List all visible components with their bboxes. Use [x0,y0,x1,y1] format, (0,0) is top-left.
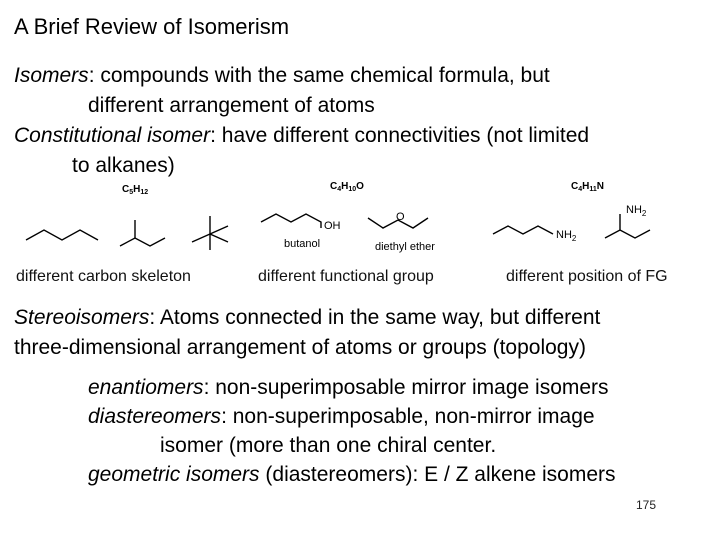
n-pentane-structure [26,230,98,240]
butanol-structure [261,214,321,228]
isomers-definition-text: : compounds with the same chemical formula, but [88,64,550,87]
slide-title: A Brief Review of Isomerism [14,14,290,39]
geometric-isomers-definition: geometric isomers (diastereomers): E / Z alkene isomers [88,463,616,486]
page-number: 175 [636,498,657,512]
formula-c4h10o: $C_4H_{10}O$ [330,181,364,193]
diethyl-ether-label: diethyl ether [375,241,435,253]
stereoisomers-term: Stereoisomers [14,306,150,329]
diastereomers-term: diastereomers [88,405,222,428]
stereoisomers-definition-line2: three-dimensional arrangement of atoms or groups (topology) [14,336,586,359]
constitutional-term: Constitutional isomer [14,124,211,147]
isopentane-chain [120,238,165,246]
stereoisomers-definition-text: : Atoms connected in the same way, but different [149,306,601,329]
diastereomers-definition-line2: isomer (more than one chiral center. [160,434,497,457]
neopentane-bond [192,234,210,242]
constitutional-definition-line2: to alkanes) [72,154,175,177]
isomers-definition-line2: different arrangement of atoms [88,94,375,117]
enantiomers-definition: enantiomers: non-superimposable mirror image isomers [88,376,609,399]
constitutional-definition-text: : have different connectivities (not limited [210,124,590,147]
neopentane-bond [210,234,228,242]
diastereomers-definition: diastereomers: non-superimposable, non-mirror image [88,405,595,428]
formula-c4h11n: $C_4H_{11}N$ [571,181,605,193]
geometric-isomers-term: geometric isomers [88,463,260,486]
stereoisomers-definition [14,306,600,330]
butanol-label: butanol [284,238,321,250]
ether-oxygen-label: O [396,211,405,223]
oh-label: OH [324,220,341,232]
amine-label-primary: $NH_2$ [556,229,577,244]
amine-label-secondary: $NH_2$ [626,204,647,219]
enantiomers-term: enantiomers [88,376,204,399]
caption-functional-group: different functional group [258,268,434,285]
1-aminobutane-structure [493,226,553,234]
caption-position-fg: different position of FG [506,268,668,285]
isomers-term: Isomers [14,64,89,87]
2-aminobutane-chain [605,230,650,238]
caption-carbon-skeleton: different carbon skeleton [16,268,191,285]
formula-c5h12: $C_5H_{12}$ [122,184,149,196]
neopentane-bond [210,226,228,234]
